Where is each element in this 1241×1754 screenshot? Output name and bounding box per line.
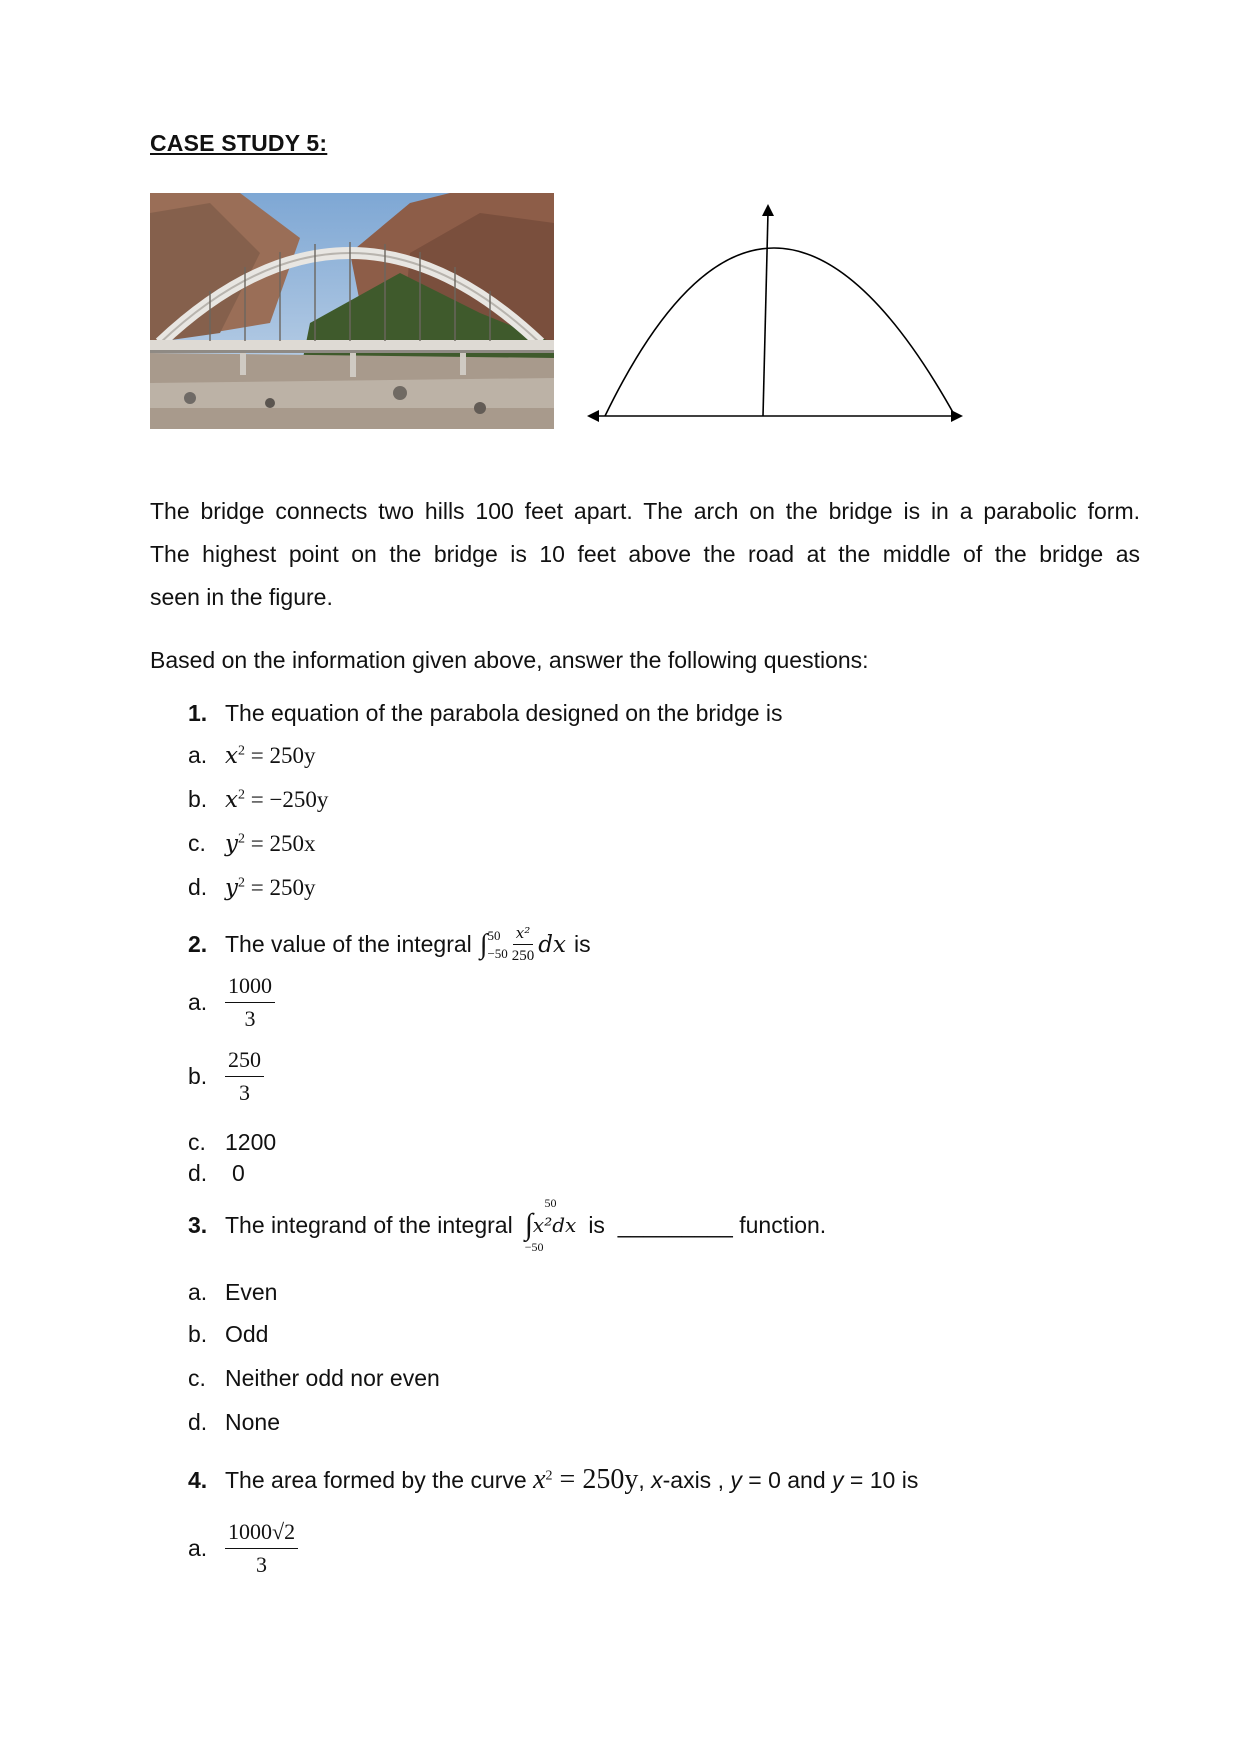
- q1-option-c[interactable]: [188, 830, 315, 857]
- question-text: The equation of the parabola designed on the bridge is: [225, 700, 783, 726]
- q3-option-c[interactable]: [188, 1365, 440, 1392]
- vertical-axis: [763, 212, 768, 416]
- case-study-title: CASE STUDY 5:: [150, 130, 328, 156]
- q1-option-b[interactable]: [188, 786, 328, 813]
- curve-equation-lhs: x: [533, 1464, 546, 1495]
- fraction-numerator: x²: [513, 924, 533, 945]
- option-math: = 250y: [244, 743, 316, 768]
- integral-lower: −50: [487, 945, 508, 961]
- integral-upper: 50: [544, 1196, 557, 1210]
- fraction-numerator: 250: [225, 1046, 264, 1077]
- question-tail: is: [574, 931, 591, 957]
- bridge-photo: [150, 193, 554, 429]
- q2-option-d[interactable]: [188, 1160, 245, 1187]
- q2-option-b[interactable]: [188, 1046, 264, 1107]
- question-number: 1.: [188, 700, 208, 726]
- question-number: 4.: [188, 1467, 208, 1493]
- option-exp: 2: [238, 875, 245, 891]
- parabola-curve: [605, 248, 955, 416]
- prompt-text: Based on the information given above, answer the following questions:: [150, 647, 869, 673]
- option-label: a.: [188, 742, 208, 768]
- option-value: Neither odd nor even: [225, 1365, 440, 1391]
- question-tail: = 10 is: [843, 1467, 919, 1493]
- left-arrowhead: [587, 410, 599, 422]
- fraction-numerator: 1000√2: [225, 1518, 298, 1549]
- option-label: c.: [188, 1365, 206, 1391]
- question-tail: is _________ function.: [588, 1211, 827, 1238]
- q3-option-a[interactable]: [188, 1279, 277, 1306]
- fraction-denominator: 3: [256, 1552, 268, 1577]
- option-fraction: [225, 1046, 264, 1107]
- intro-line: The highest point on the bridge is 10 feet above the road at the middle of the bridge as: [150, 541, 1140, 567]
- question-tail: y: [832, 1467, 844, 1493]
- option-value: Odd: [225, 1321, 269, 1347]
- q2-option-a[interactable]: [188, 972, 275, 1033]
- option-fraction: [225, 972, 275, 1033]
- question-4: [188, 1464, 918, 1496]
- integral-sign: ∫: [524, 1208, 533, 1241]
- option-math: y: [225, 831, 238, 857]
- question-text: The value of the integral: [225, 931, 472, 957]
- question-text: The area formed by the curve: [225, 1467, 527, 1493]
- fraction-denominator: 3: [239, 1080, 250, 1105]
- q4-option-a[interactable]: [188, 1518, 298, 1579]
- question-3: [188, 1196, 826, 1254]
- question-2: [188, 924, 591, 965]
- option-fraction: [225, 1518, 298, 1579]
- option-math: = 250x: [245, 831, 316, 856]
- option-label: a.: [188, 1535, 208, 1561]
- option-label: c.: [188, 830, 206, 856]
- option-label: a.: [188, 1279, 208, 1305]
- option-label: d.: [188, 874, 208, 900]
- curve-equation-exp: 2: [545, 1468, 553, 1484]
- curve-equation-rhs: = 250y: [552, 1464, 639, 1495]
- integral-upper: 50: [487, 927, 501, 943]
- intro-line: The bridge connects two hills 100 feet apart. The arch on the bridge is in a parabolic form.: [150, 498, 1140, 524]
- question-number: 2.: [188, 931, 208, 957]
- fraction-denominator: 3: [244, 1006, 256, 1031]
- fraction-numerator: 1000: [225, 972, 275, 1003]
- option-math: = −250y: [244, 787, 329, 812]
- intro-line: seen in the figure.: [150, 584, 333, 610]
- question-tail: x: [651, 1467, 663, 1493]
- option-value: Even: [225, 1279, 278, 1305]
- option-math: x: [225, 787, 238, 813]
- option-math: y: [225, 875, 238, 901]
- option-label: a.: [188, 989, 208, 1015]
- question-tail: ,: [638, 1467, 652, 1493]
- integral-sign: ∫: [479, 928, 488, 960]
- option-label: c.: [188, 1129, 206, 1155]
- option-value: 1200: [225, 1129, 277, 1155]
- option-label: b.: [188, 1063, 208, 1089]
- question-tail: y: [730, 1467, 742, 1493]
- q1-option-a[interactable]: [188, 742, 315, 769]
- question-tail: = 0 and: [741, 1467, 833, 1493]
- integral-expression: [480, 924, 566, 965]
- q3-option-b[interactable]: [188, 1321, 268, 1348]
- option-label: d.: [188, 1160, 208, 1186]
- option-label: b.: [188, 1321, 208, 1347]
- option-exp: 2: [238, 831, 245, 847]
- integral-expression: [525, 1196, 577, 1254]
- question-number: 3.: [188, 1211, 208, 1238]
- top-arrowhead: [762, 204, 774, 216]
- dx: dx: [538, 931, 566, 958]
- question-tail: -axis ,: [662, 1467, 731, 1493]
- question-1: [188, 700, 783, 727]
- integral-lower: −50: [524, 1240, 544, 1254]
- option-exp: 2: [237, 787, 245, 803]
- option-exp: 2: [237, 743, 245, 759]
- option-label: d.: [188, 1409, 208, 1435]
- option-math: x: [225, 743, 238, 769]
- option-label: b.: [188, 786, 208, 812]
- q2-option-c[interactable]: [188, 1129, 276, 1156]
- option-value: 0: [232, 1160, 245, 1186]
- question-text: The integrand of the integral: [225, 1211, 513, 1238]
- integrand-fraction: [512, 924, 535, 965]
- q3-option-d[interactable]: [188, 1409, 280, 1436]
- fraction-denominator: 250: [511, 948, 535, 964]
- parabola-diagram: [585, 200, 965, 430]
- q1-option-d[interactable]: [188, 874, 315, 901]
- integrand: x²dx: [532, 1213, 577, 1237]
- option-math: = 250y: [245, 875, 316, 900]
- intro-paragraph: [150, 490, 1140, 619]
- option-value: None: [225, 1409, 280, 1435]
